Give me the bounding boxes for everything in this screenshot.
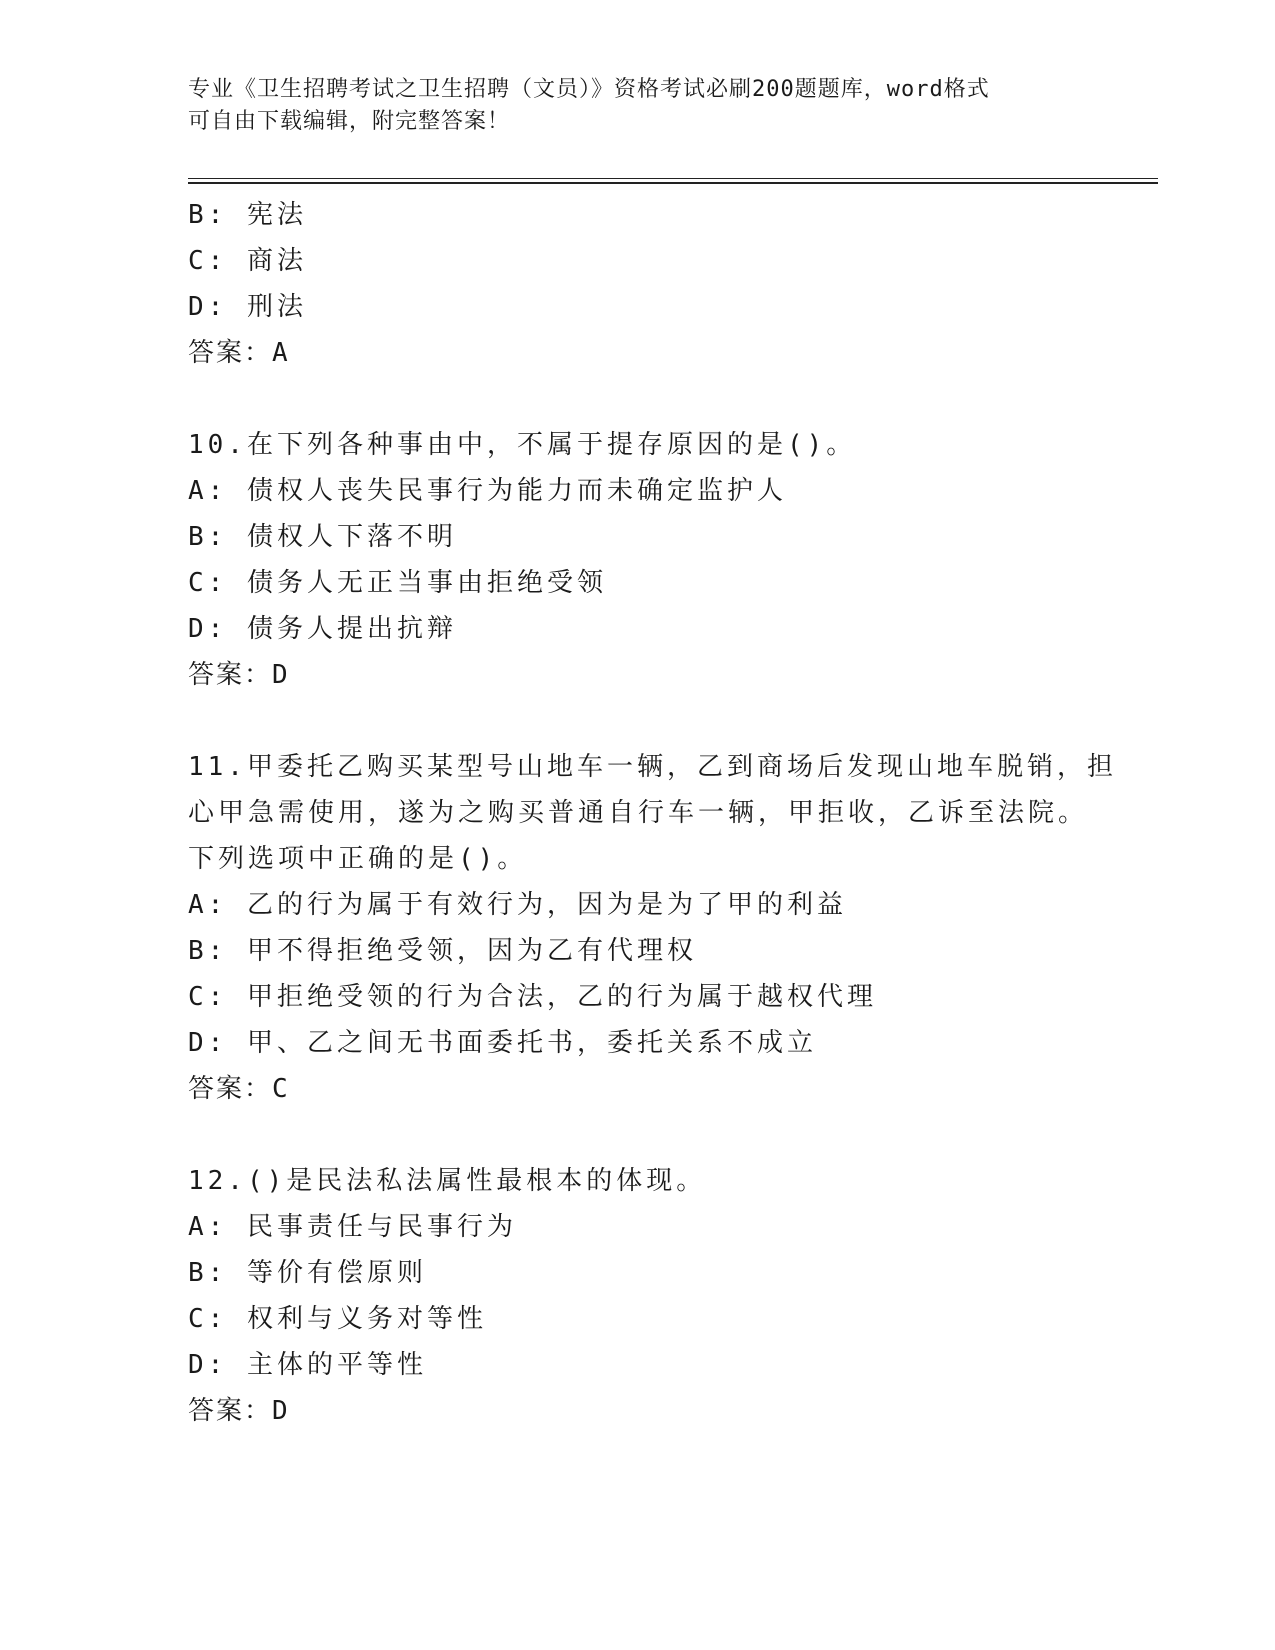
option-a: A: 民事责任与民事行为 — [188, 1212, 517, 1242]
question-stem-line-3: 下列选项中正确的是()。 — [188, 844, 528, 874]
option-d: D: 刑法 — [188, 292, 307, 322]
option-d: D: 甲、乙之间无书面委托书，委托关系不成立 — [188, 1028, 817, 1058]
header-divider — [188, 178, 1158, 184]
question-11 — [188, 744, 1117, 1112]
option-a: A: 债权人丧失民事行为能力而未确定监护人 — [188, 476, 787, 506]
header-title-line-2: 可自由下载编辑，附完整答案！ — [188, 109, 511, 134]
answer-line: 答案：D — [188, 660, 290, 690]
document-header — [188, 74, 1088, 138]
question-stem-line-1: 11.甲委托乙购买某型号山地车一辆，乙到商场后发现山地车脱销，担 — [188, 752, 1117, 782]
question-12 — [188, 1158, 1088, 1434]
option-c: C: 权利与义务对等性 — [188, 1304, 487, 1334]
header-title-line-1: 专业《卫生招聘考试之卫生招聘（文员）》资格考试必刷200题题库，word格式 — [188, 77, 990, 102]
spacer — [188, 376, 1088, 422]
option-a: A: 乙的行为属于有效行为，因为是为了甲的利益 — [188, 890, 847, 920]
spacer — [188, 1112, 1088, 1158]
option-c: C: 甲拒绝受领的行为合法，乙的行为属于越权代理 — [188, 982, 877, 1012]
question-stem: 10.在下列各种事由中，不属于提存原因的是()。 — [188, 430, 857, 460]
option-b: B: 债权人下落不明 — [188, 522, 457, 552]
answer-line: 答案：D — [188, 1396, 290, 1426]
option-c: C: 商法 — [188, 246, 307, 276]
previous-question-tail — [188, 192, 1088, 376]
answer-line: 答案：C — [188, 1074, 290, 1104]
answer-line: 答案：A — [188, 338, 290, 368]
question-10 — [188, 422, 1088, 698]
question-stem: 12.()是民法私法属性最根本的体现。 — [188, 1166, 707, 1196]
option-b: B: 甲不得拒绝受领，因为乙有代理权 — [188, 936, 697, 966]
option-d: D: 债务人提出抗辩 — [188, 614, 457, 644]
spacer — [188, 698, 1088, 744]
question-stem-line-2: 心甲急需使用，遂为之购买普通自行车一辆，甲拒收，乙诉至法院。 — [188, 798, 1089, 828]
option-b: B: 等价有偿原则 — [188, 1258, 427, 1288]
question-list — [188, 192, 1117, 1434]
option-d: D: 主体的平等性 — [188, 1350, 427, 1380]
option-b: B: 宪法 — [188, 200, 307, 230]
option-c: C: 债务人无正当事由拒绝受领 — [188, 568, 607, 598]
